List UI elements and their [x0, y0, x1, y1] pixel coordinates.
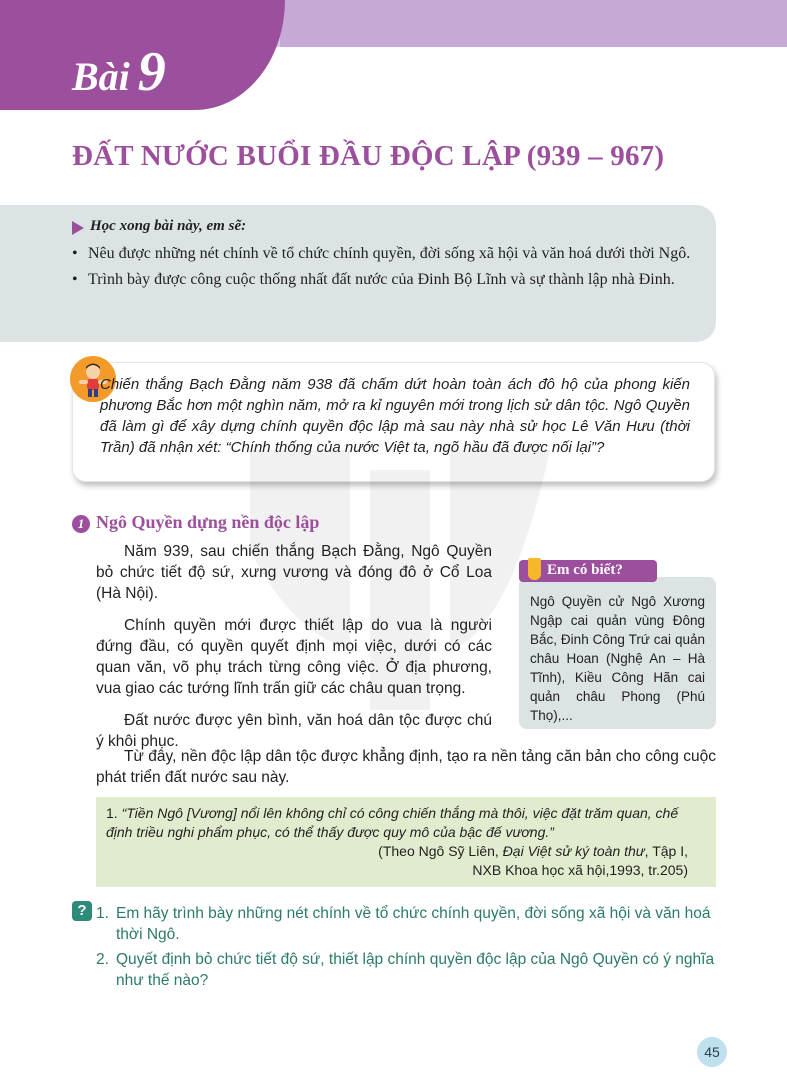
quote-source: (Theo Ngô Sỹ Liên, Đại Việt sử ký toàn thư, Tập I,	[378, 843, 688, 859]
page-number: 45	[697, 1037, 727, 1067]
section-number: 1	[72, 515, 90, 533]
page-title: ĐẤT NƯỚC BUỔI ĐẦU ĐỘC LẬP (939 – 967)	[72, 140, 665, 172]
quote-text: “Tiền Ngô [Vương] nổi lên không chỉ có công chiến thắng mà thôi, việc đặt trăm quan, chế định triều nghi phẩm phục, có thể thấy được quy mô của bậc đế vương.”	[106, 805, 679, 840]
section-title: Ngô Quyền dựng nền độc lập	[96, 512, 320, 532]
bookmark-icon	[528, 558, 541, 580]
did-you-know-text: Ngô Quyền cử Ngô Xương Ngập cai quản vùng Đông Bắc, Đinh Công Trứ cai quản châu Hoan (Nghệ An – Hà Tĩnh), Kiều Công Hãn cai quản châu Phong (Phú Thọ),...	[530, 594, 705, 723]
questions-list	[96, 903, 721, 995]
did-you-know-label: Em có biết?	[547, 562, 623, 578]
body-paragraph: Đất nước được yên bình, văn hoá dân tộc được chú ý khôi phục.	[96, 712, 492, 750]
body-paragraph: Chính quyền mới được thiết lập do vua là người đứng đầu, có quyền quyết định mọi việc, dưới có các quan văn, võ phụ trách từng công việc. Ở địa phương, vua giao các tướng lĩnh trấn giữ các châu quan trọng.	[96, 617, 492, 697]
quote-source-line2: NXB Khoa học xã hội,1993, tr.205)	[472, 862, 688, 878]
objectives-heading: Học xong bài này, em sẽ:	[90, 218, 247, 234]
objective-item: • Trình bày được công cuộc thống nhất đất nước của Đinh Bộ Lĩnh và sự thành lập nhà Đinh.	[72, 269, 692, 291]
section-body-full	[96, 746, 716, 788]
lesson-number: 9	[137, 41, 166, 103]
question-icon: ?	[72, 901, 92, 921]
body-paragraph: Năm 939, sau chiến thắng Bạch Đằng, Ngô Quyền bỏ chức tiết độ sứ, xưng vương và đóng đô ở Cổ Loa (Hà Nội).	[96, 543, 492, 602]
objective-item: • Nêu được những nét chính về tổ chức chính quyền, đời sống xã hội và văn hoá dưới thời Ngô.	[72, 243, 692, 265]
body-paragraph: Từ đây, nền độc lập dân tộc được khẳng định, tạo ra nền tảng căn bản cho công cuộc phát triển đất nước sau này.	[96, 748, 716, 786]
objectives-list	[72, 243, 692, 295]
header-band-dark	[280, 0, 787, 47]
quote-number: 1.	[106, 805, 118, 821]
lesson-label	[72, 40, 166, 104]
intro-text: Chiến thắng Bạch Đằng năm 938 đã chấm dứt hoàn toàn ách đô hộ của phong kiến phương Bắc hơn một nghìn năm, mở ra kỉ nguyên mới trong lịch sử dân tộc. Ngô Quyền đã làm gì để xây dựng chính quyền độc lập mà sau này nhà sử học Lê Văn Hưu (thời Trần) đã nhận xét: “Chính thống của nước Việt ta, ngõ hầu đã được nối lại”?	[100, 376, 690, 456]
question-item: 2. Quyết định bỏ chức tiết độ sứ, thiết lập chính quyền độc lập của Ngô Quyền có ý nghĩa như thế nào?	[96, 951, 715, 989]
quote	[106, 804, 696, 880]
question-item: 1. Em hãy trình bày những nét chính về tổ chức chính quyền, đời sống xã hội và văn hoá thời Ngô.	[96, 905, 711, 943]
lesson-word: Bài	[72, 54, 130, 99]
section-body	[96, 541, 492, 763]
